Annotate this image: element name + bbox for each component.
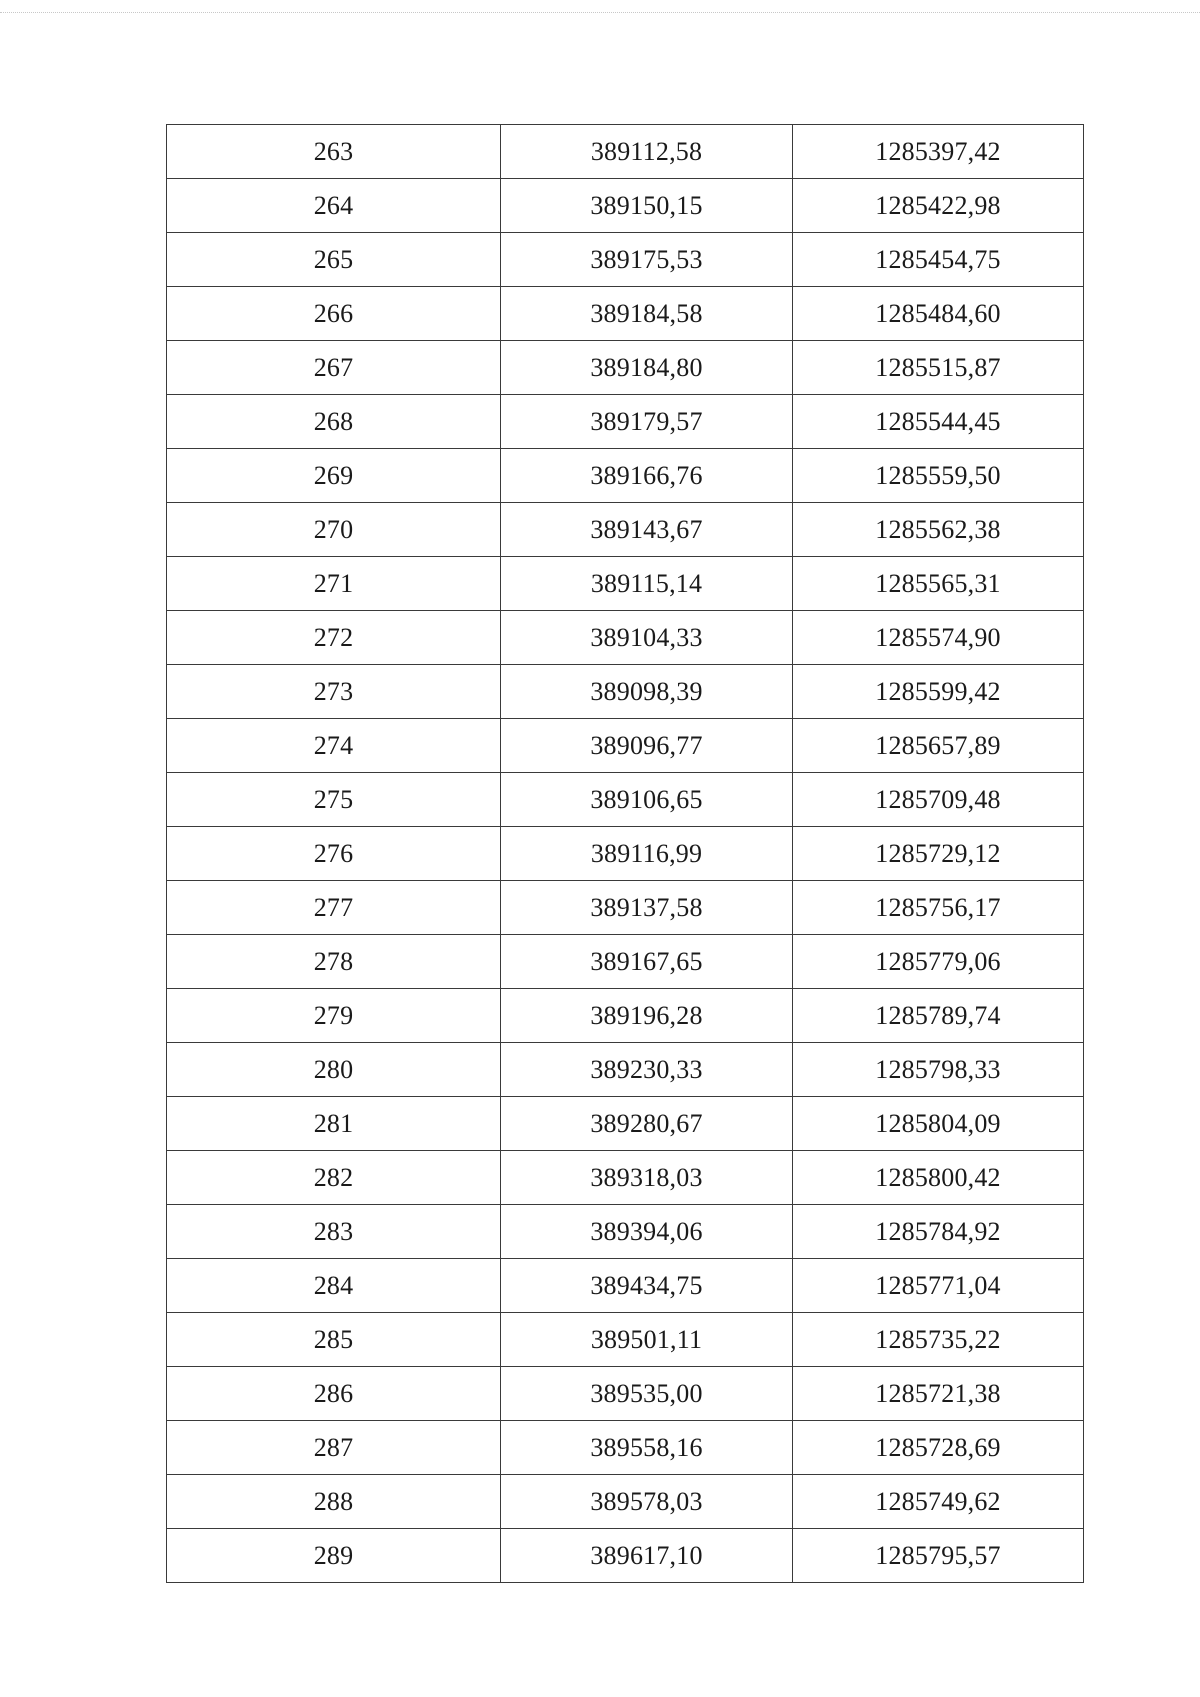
table-row — [167, 557, 1084, 611]
y-coordinate-cell: 1285709,48 — [793, 773, 1084, 827]
x-coordinate-cell: 389115,14 — [501, 557, 793, 611]
point-number-cell: 269 — [167, 449, 501, 503]
x-coordinate-cell: 389578,03 — [501, 1475, 793, 1529]
x-coordinate-cell: 389394,06 — [501, 1205, 793, 1259]
x-coordinate-cell: 389434,75 — [501, 1259, 793, 1313]
table-row — [167, 287, 1084, 341]
x-coordinate-cell: 389179,57 — [501, 395, 793, 449]
table-row — [167, 1313, 1084, 1367]
y-coordinate-cell: 1285544,45 — [793, 395, 1084, 449]
x-coordinate-cell: 389150,15 — [501, 179, 793, 233]
table-row — [167, 989, 1084, 1043]
y-coordinate-cell: 1285562,38 — [793, 503, 1084, 557]
x-coordinate-cell: 389558,16 — [501, 1421, 793, 1475]
point-number-cell: 283 — [167, 1205, 501, 1259]
table-row — [167, 233, 1084, 287]
y-coordinate-cell: 1285795,57 — [793, 1529, 1084, 1583]
table-row — [167, 881, 1084, 935]
x-coordinate-cell: 389318,03 — [501, 1151, 793, 1205]
y-coordinate-cell: 1285798,33 — [793, 1043, 1084, 1097]
y-coordinate-cell: 1285779,06 — [793, 935, 1084, 989]
point-number-cell: 289 — [167, 1529, 501, 1583]
point-number-cell: 267 — [167, 341, 501, 395]
table-row — [167, 773, 1084, 827]
x-coordinate-cell: 389280,67 — [501, 1097, 793, 1151]
y-coordinate-cell: 1285515,87 — [793, 341, 1084, 395]
y-coordinate-cell: 1285804,09 — [793, 1097, 1084, 1151]
y-coordinate-cell: 1285599,42 — [793, 665, 1084, 719]
x-coordinate-cell: 389096,77 — [501, 719, 793, 773]
point-number-cell: 268 — [167, 395, 501, 449]
table-row — [167, 125, 1084, 179]
x-coordinate-cell: 389175,53 — [501, 233, 793, 287]
point-number-cell: 286 — [167, 1367, 501, 1421]
table-row — [167, 503, 1084, 557]
point-number-cell: 266 — [167, 287, 501, 341]
point-number-cell: 282 — [167, 1151, 501, 1205]
y-coordinate-cell: 1285565,31 — [793, 557, 1084, 611]
point-number-cell: 281 — [167, 1097, 501, 1151]
y-coordinate-cell: 1285771,04 — [793, 1259, 1084, 1313]
y-coordinate-cell: 1285397,42 — [793, 125, 1084, 179]
point-number-cell: 272 — [167, 611, 501, 665]
y-coordinate-cell: 1285484,60 — [793, 287, 1084, 341]
x-coordinate-cell: 389104,33 — [501, 611, 793, 665]
point-number-cell: 278 — [167, 935, 501, 989]
table-row — [167, 449, 1084, 503]
table-row — [167, 719, 1084, 773]
x-coordinate-cell: 389501,11 — [501, 1313, 793, 1367]
x-coordinate-cell: 389230,33 — [501, 1043, 793, 1097]
point-number-cell: 263 — [167, 125, 501, 179]
x-coordinate-cell: 389116,99 — [501, 827, 793, 881]
y-coordinate-cell: 1285574,90 — [793, 611, 1084, 665]
point-number-cell: 274 — [167, 719, 501, 773]
x-coordinate-cell: 389617,10 — [501, 1529, 793, 1583]
table-row — [167, 611, 1084, 665]
point-number-cell: 277 — [167, 881, 501, 935]
x-coordinate-cell: 389184,58 — [501, 287, 793, 341]
y-coordinate-cell: 1285721,38 — [793, 1367, 1084, 1421]
point-number-cell: 280 — [167, 1043, 501, 1097]
x-coordinate-cell: 389167,65 — [501, 935, 793, 989]
table-row — [167, 1421, 1084, 1475]
x-coordinate-cell: 389166,76 — [501, 449, 793, 503]
x-coordinate-cell: 389184,80 — [501, 341, 793, 395]
point-number-cell: 279 — [167, 989, 501, 1043]
y-coordinate-cell: 1285735,22 — [793, 1313, 1084, 1367]
y-coordinate-cell: 1285728,69 — [793, 1421, 1084, 1475]
y-coordinate-cell: 1285559,50 — [793, 449, 1084, 503]
table-row — [167, 1205, 1084, 1259]
x-coordinate-cell: 389106,65 — [501, 773, 793, 827]
table-body — [167, 125, 1084, 1583]
y-coordinate-cell: 1285454,75 — [793, 233, 1084, 287]
table-row — [167, 1151, 1084, 1205]
y-coordinate-cell: 1285749,62 — [793, 1475, 1084, 1529]
table-row — [167, 1529, 1084, 1583]
table-row — [167, 1043, 1084, 1097]
y-coordinate-cell: 1285784,92 — [793, 1205, 1084, 1259]
y-coordinate-cell: 1285756,17 — [793, 881, 1084, 935]
y-coordinate-cell: 1285422,98 — [793, 179, 1084, 233]
table-row — [167, 1259, 1084, 1313]
table-row — [167, 1475, 1084, 1529]
point-number-cell: 285 — [167, 1313, 501, 1367]
point-number-cell: 276 — [167, 827, 501, 881]
table-row — [167, 341, 1084, 395]
y-coordinate-cell: 1285789,74 — [793, 989, 1084, 1043]
point-number-cell: 284 — [167, 1259, 501, 1313]
x-coordinate-cell: 389535,00 — [501, 1367, 793, 1421]
point-number-cell: 264 — [167, 179, 501, 233]
point-number-cell: 287 — [167, 1421, 501, 1475]
scan-edge-line — [0, 12, 1200, 13]
y-coordinate-cell: 1285800,42 — [793, 1151, 1084, 1205]
point-number-cell: 270 — [167, 503, 501, 557]
coordinates-table — [166, 124, 1084, 1583]
x-coordinate-cell: 389112,58 — [501, 125, 793, 179]
table-row — [167, 827, 1084, 881]
x-coordinate-cell: 389137,58 — [501, 881, 793, 935]
point-number-cell: 265 — [167, 233, 501, 287]
table-row — [167, 395, 1084, 449]
y-coordinate-cell: 1285729,12 — [793, 827, 1084, 881]
table-row — [167, 1097, 1084, 1151]
point-number-cell: 273 — [167, 665, 501, 719]
point-number-cell: 271 — [167, 557, 501, 611]
x-coordinate-cell: 389143,67 — [501, 503, 793, 557]
x-coordinate-cell: 389196,28 — [501, 989, 793, 1043]
y-coordinate-cell: 1285657,89 — [793, 719, 1084, 773]
point-number-cell: 288 — [167, 1475, 501, 1529]
table-row — [167, 665, 1084, 719]
table-row — [167, 1367, 1084, 1421]
x-coordinate-cell: 389098,39 — [501, 665, 793, 719]
table-row — [167, 179, 1084, 233]
point-number-cell: 275 — [167, 773, 501, 827]
table-row — [167, 935, 1084, 989]
